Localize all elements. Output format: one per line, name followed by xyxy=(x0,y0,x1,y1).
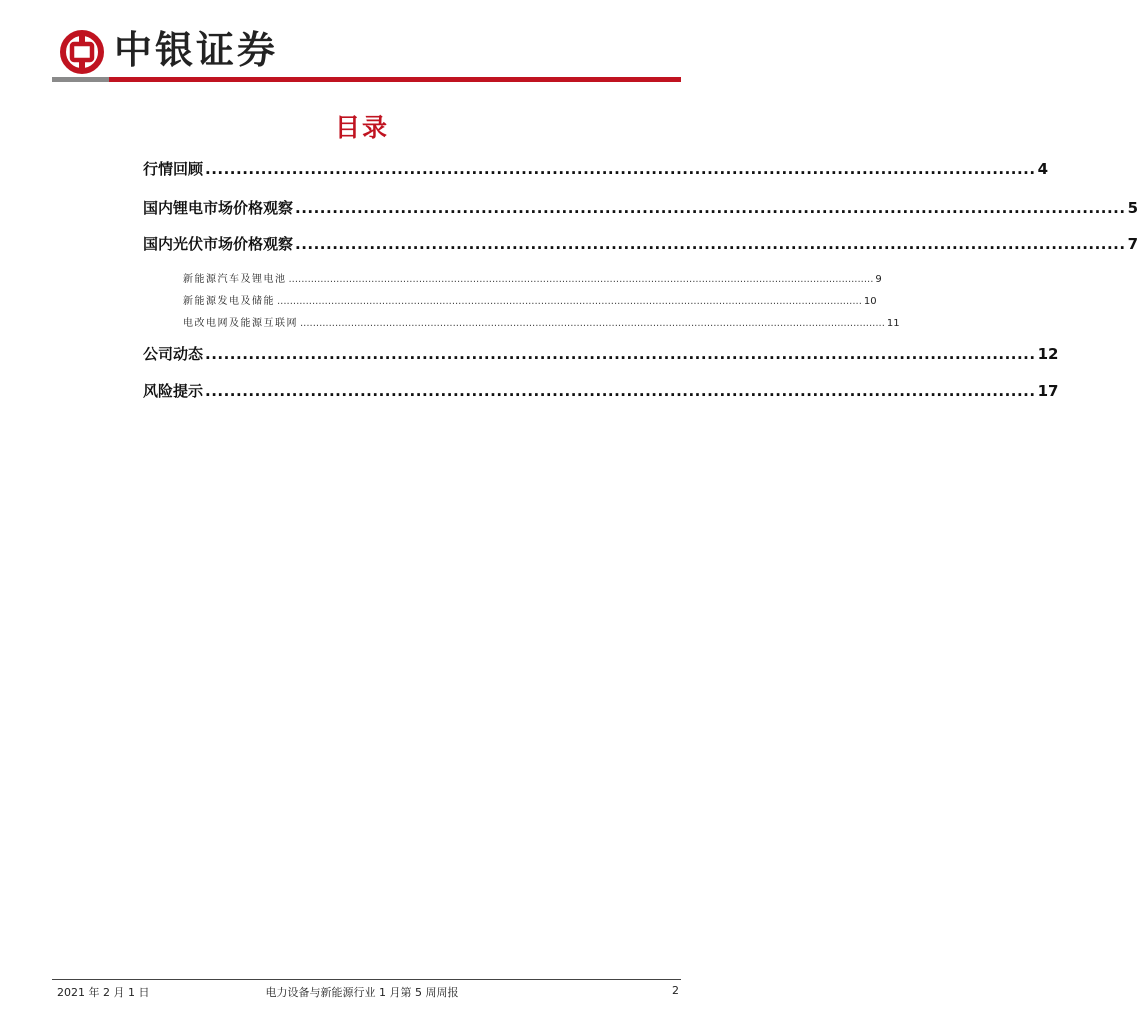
toc-entry-page: 17 xyxy=(1037,382,1059,400)
toc-leader-dots: ........................................................................................................................................................................................ xyxy=(277,296,862,307)
footer-page-number: 2 xyxy=(672,984,679,997)
toc-leader-dots: ...................................................................................................................................... xyxy=(205,160,1036,178)
toc-entry-page: 11 xyxy=(886,318,900,329)
toc-entry-label: 行情回顾 xyxy=(143,160,204,178)
toc-entry-label: 公司动态 xyxy=(143,345,204,363)
toc-entry-label: 国内光伏市场价格观察 xyxy=(143,235,294,253)
toc-entry-pv-price[interactable] xyxy=(143,233,1138,254)
toc-entry-page: 7 xyxy=(1127,235,1138,253)
toc-entry-page: 9 xyxy=(875,274,882,285)
toc-leader-dots: ...................................................................................................................................... xyxy=(205,345,1036,363)
toc-entry-lithium-price[interactable] xyxy=(143,197,1138,218)
toc-leader-dots: ...................................................................................................................................... xyxy=(295,235,1126,253)
footer-report-title: 电力设备与新能源行业 1 月第 5 周周报 xyxy=(265,986,459,999)
toc-entry-page: 12 xyxy=(1037,345,1059,363)
toc-entry-label: 新能源汽车及锂电池 xyxy=(183,274,287,285)
footer-date: 2021 年 2 月 1 日 xyxy=(57,986,150,999)
toc-entry-label: 新能源发电及储能 xyxy=(183,296,275,307)
toc-entry-nev-battery[interactable] xyxy=(183,270,882,285)
toc-leader-dots: ........................................................................................................................................................................................ xyxy=(288,274,874,285)
toc-leader-dots: ........................................................................................................................................................................................ xyxy=(300,318,885,329)
toc-entry-label: 国内锂电市场价格观察 xyxy=(143,199,294,217)
toc-entry-page: 4 xyxy=(1037,160,1049,178)
toc-entry-page: 10 xyxy=(863,296,877,307)
header-rule-gray xyxy=(52,77,109,82)
toc-entry-company-news[interactable] xyxy=(143,343,1059,364)
brand-name: 中银证券 xyxy=(114,27,279,72)
toc-entry-risk-warning[interactable] xyxy=(143,380,1059,401)
toc-title: 目录 xyxy=(334,113,389,142)
toc-leader-dots: ...................................................................................................................................... xyxy=(295,199,1126,217)
toc-entry-market-review[interactable] xyxy=(143,158,1049,179)
toc-entry-page: 5 xyxy=(1127,199,1138,217)
header-rule-red xyxy=(109,77,681,82)
toc-entry-label: 风险提示 xyxy=(143,382,204,400)
toc-entry-new-energy-storage[interactable] xyxy=(183,292,877,307)
footer-rule xyxy=(52,979,681,980)
page-header xyxy=(0,0,724,90)
toc-leader-dots: ...................................................................................................................................... xyxy=(205,382,1036,400)
toc-entry-label: 电改电网及能源互联网 xyxy=(183,318,298,329)
bank-of-china-logo-icon xyxy=(59,29,105,75)
toc-entry-grid-reform[interactable] xyxy=(183,314,900,329)
